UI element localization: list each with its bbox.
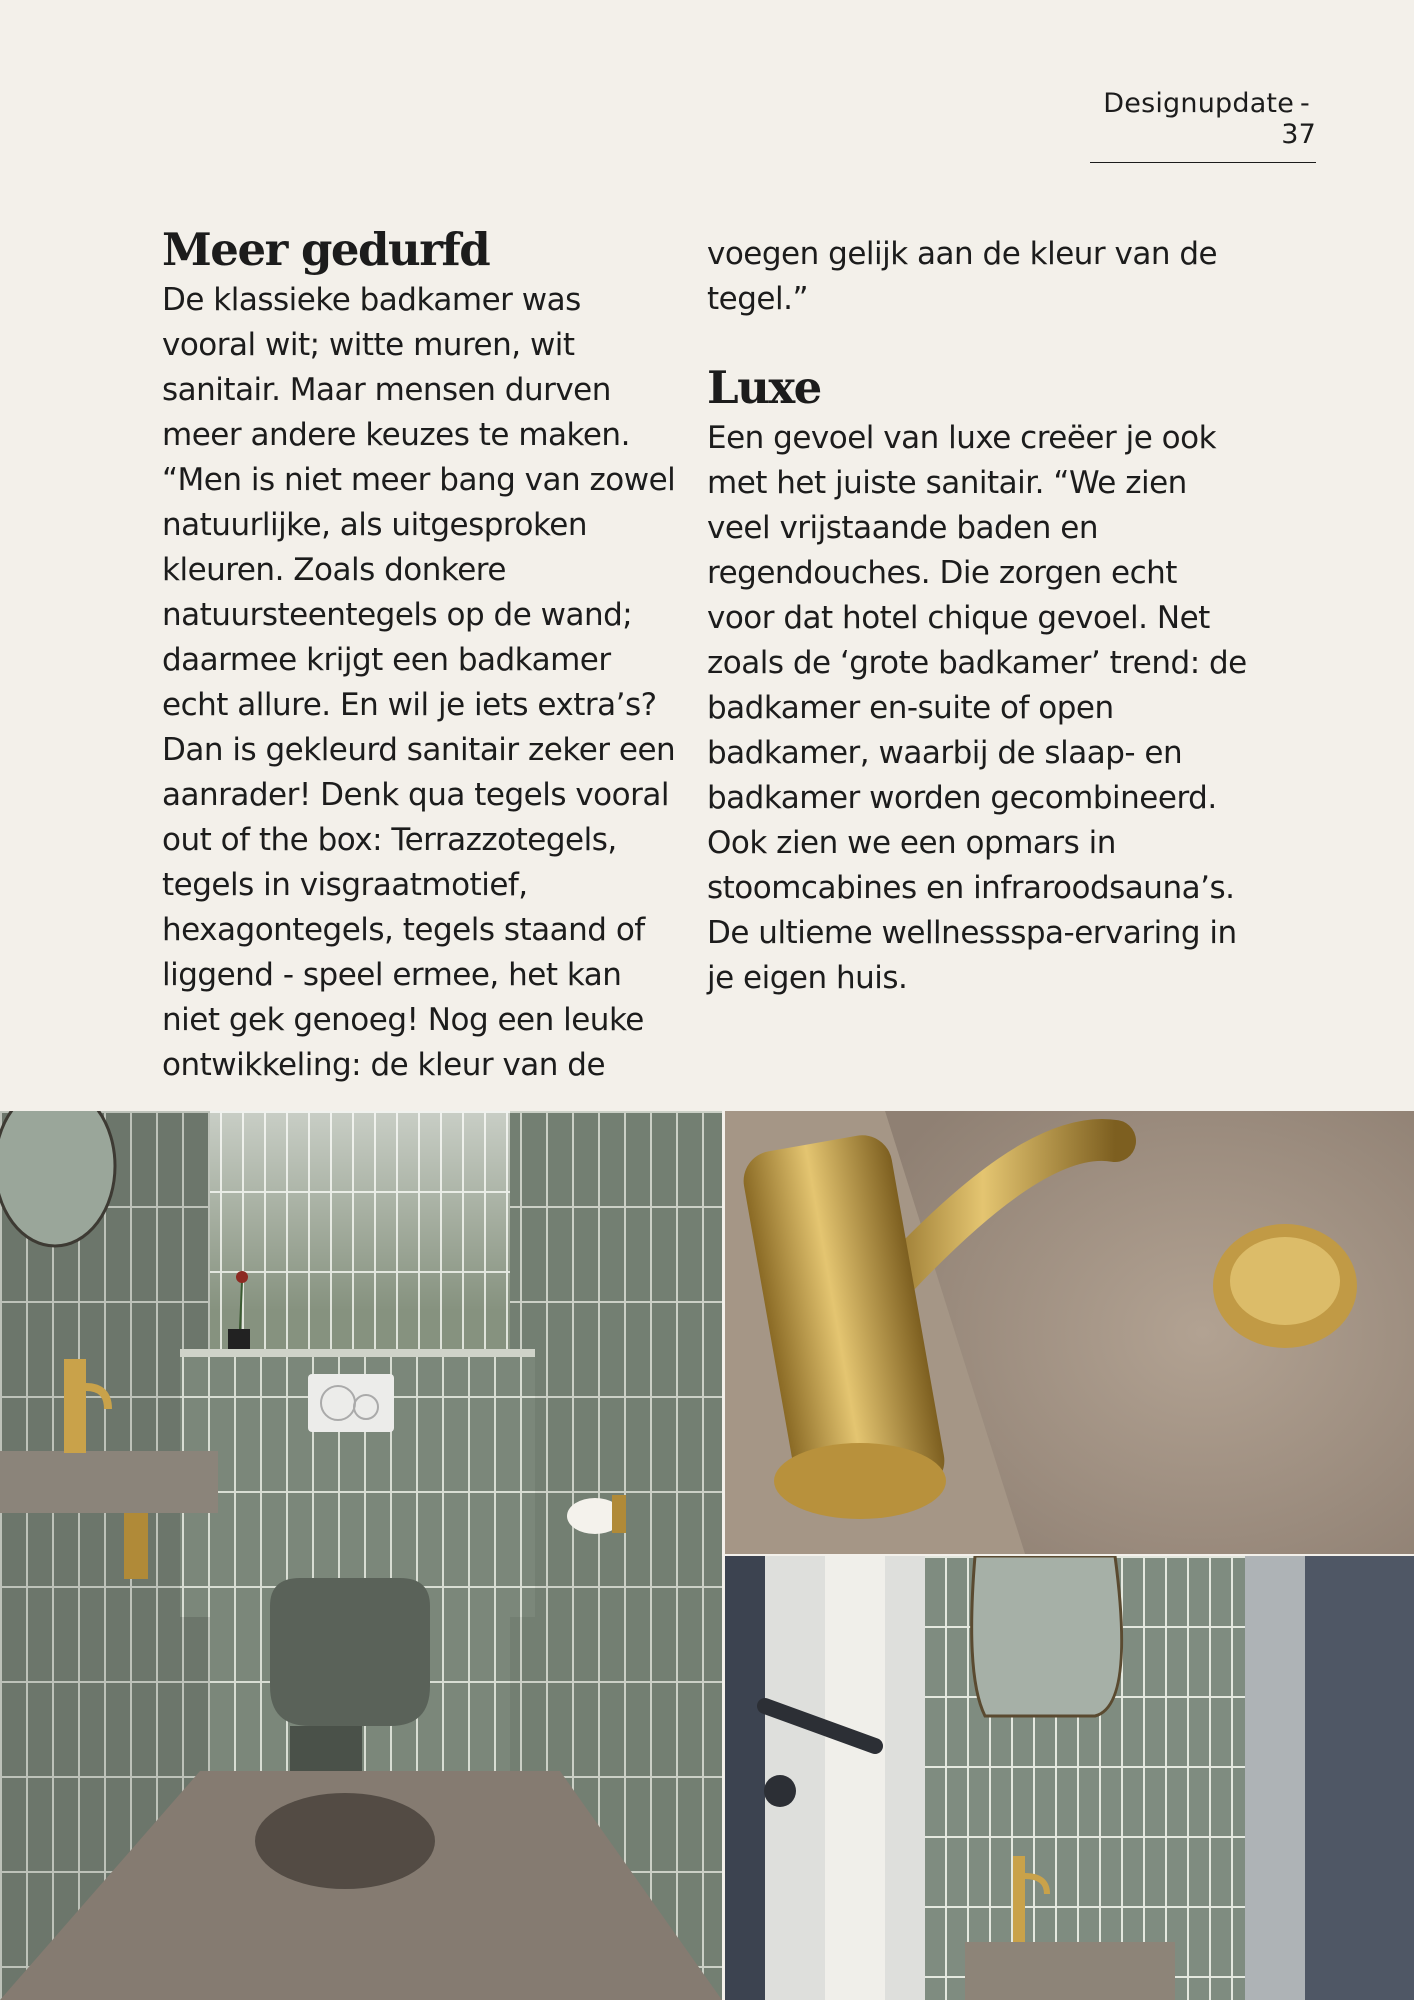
photo-toilet-room	[0, 1111, 722, 2000]
photo-washbasin-view	[725, 1556, 1414, 2000]
body-left: De klassieke badkamer was vooral wit; witte muren, wit sanitair. Maar mensen durven meer andere keuzes te maken. “Men is niet meer bang van zowel natuurlijke, als uitgesproken kleuren. Zoals donkere natuursteentegels op de wand; daarmee krijgt een badkamer echt allure. En wil je iets extra’s? Dan is gekleurd sanitair zeker een aanrader! Denk qua tegels vooral out of the box: Terrazzotegels, tegels in visgraatmotief, hexagontegels, tegels staand of liggend - speel ermee, het kan niet gek genoeg! Nog een leuke ontwikkeling: de kleur van de	[162, 282, 676, 1083]
heading-luxe: Luxe	[707, 361, 821, 414]
photo-brass-tap	[725, 1111, 1414, 1554]
section-title: Designupdate	[1103, 88, 1295, 119]
heading-meer-gedurfd: Meer gedurfd	[162, 223, 490, 276]
article-column-left	[162, 222, 682, 1088]
body-continuation: voegen gelijk aan de kleur van de tegel.”	[707, 236, 1218, 317]
page-number: 37	[1281, 119, 1316, 150]
header-separator: -	[1300, 88, 1310, 119]
body-right: Een gevoel van luxe creëer je ook met het juiste sanitair. “We zien veel vrijstaande baden en regendouches. Die zorgen echt voor dat hotel chique gevoel. Net zoals de ‘grote badkamer’ trend: de badkamer en-suite of open badkamer, waarbij de slaap- en badkamer worden gecombineerd. Ook zien we een opmars in stoomcabines en infraroodsauna’s. De ultieme wellnessspa-ervaring in je eigen huis.	[707, 420, 1247, 996]
page-header	[1090, 88, 1316, 163]
article-column-right	[707, 232, 1247, 1001]
